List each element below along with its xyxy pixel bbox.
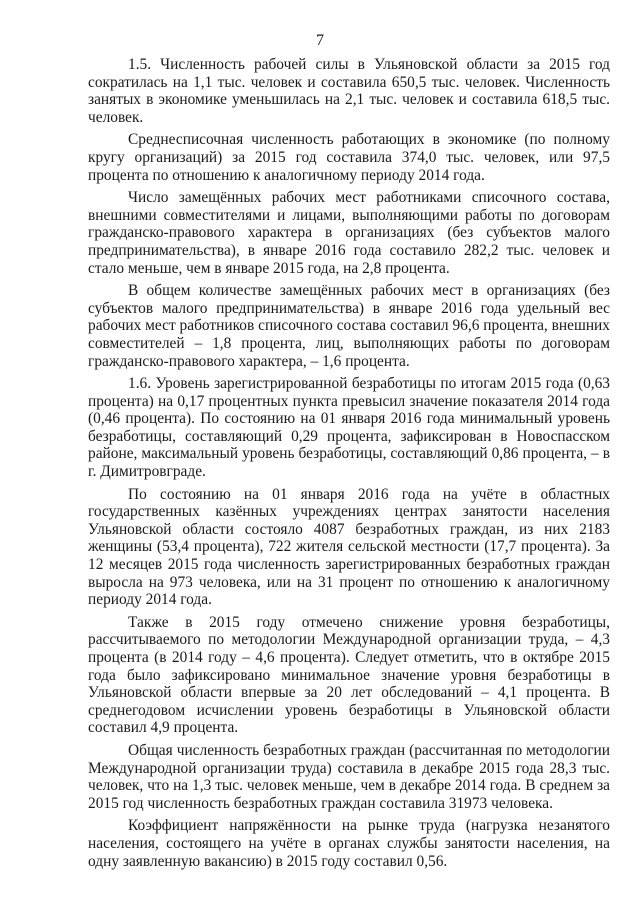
paragraph-1-5-labor-force: 1.5. Численность рабочей силы в Ульяновской области за 2015 год сократилась на 1,1 тыс. человек и составила 650,5 тыс. человек. Численность занятых в экономике уменьшилась на 2,1 тыс. человек и составила 618,5 тыс. человек.: [88, 56, 610, 126]
paragraph-1-6-unemployment-level: 1.6. Уровень зарегистрированной безработицы по итогам 2015 года (0,63 процента) на 0,17 процентных пункта превысил значение показателя 2014 года (0,46 процента). По состоянию на 01 января 2016 года минимальный уровень безработицы, составляющий 0,29 процента, зафиксирован в Новоспасском районе, максимальный уровень безработицы, составляющий 0,86 процента, – в г. Димитровграде.: [88, 375, 610, 481]
document-body: [88, 56, 610, 875]
paragraph-ilo-unemployment: Также в 2015 году отмечено снижение уровня безработицы, рассчитываемого по методологии Международной организации труда, – 4,3 процента (в 2014 году – 4,6 процента). Следует отметить, что в октябре 2015 года было зафиксировано минимальное значение уровня безработицы в Ульяновской области впервые за 20 лет обследований – 4,1 процента. В среднегодовом исчислении уровень безработицы в Ульяновской области составил 4,9 процента.: [88, 613, 610, 737]
paragraph-tension-coefficient: Коэффициент напряжённости на рынке труда (нагрузка незанятого населения, состоящего на учёте в органах службы занятости населения, на одну заявленную вакансию) в 2015 году составил 0,56.: [88, 817, 610, 870]
page-number: 7: [316, 32, 324, 49]
paragraph-average-headcount: Среднесписочная численность работающих в экономике (по полному кругу организаций) за 2015 год составила 374,0 тыс. человек, или 97,5 процента по отношению к аналогичному периоду 2014 года.: [88, 131, 610, 184]
paragraph-registered-unemployed: По состоянию на 01 января 2016 года на учёте в областных государственных казённых учреждениях центрах занятости населения Ульяновской области состояло 4087 безработных граждан, из них 2183 женщины (53,4 процента), 722 жителя сельской местности (17,7 процента). За 12 месяцев 2015 года численность зарегистрированных безработных граждан выросла на 973 человека, или на 31 процент по отношению к аналогичному периоду 2014 года.: [88, 485, 610, 609]
paragraph-jobs-structure: В общем количестве замещённых рабочих мест в организациях (без субъектов малого предпринимательства) в январе 2016 года удельный вес рабочих мест работников списочного состава составил 96,6 процента, внешних совместителей – 1,8 процента, лиц, выполняющих работы по договорам гражданско-правового характера, – 1,6 процента.: [88, 282, 610, 370]
paragraph-total-unemployed: Общая численность безработных граждан (рассчитанная по методологии Международной организации труда) составила в декабре 2015 года 28,3 тыс. человек, что на 1,3 тыс. человек меньше, чем в декабре 2014 года. В среднем за 2015 год численность безработных граждан составила 31973 человека.: [88, 741, 610, 812]
paragraph-filled-jobs: Число замещённых рабочих мест работниками списочного состава, внешними совместителями и лицами, выполняющими работы по договорам гражданско-правового характера в организациях (без субъектов малого предпринимательства), в январе 2016 года составило 282,2 тыс. человек и стало меньше, чем в январе 2015 года, на 2,8 процента.: [88, 189, 610, 277]
